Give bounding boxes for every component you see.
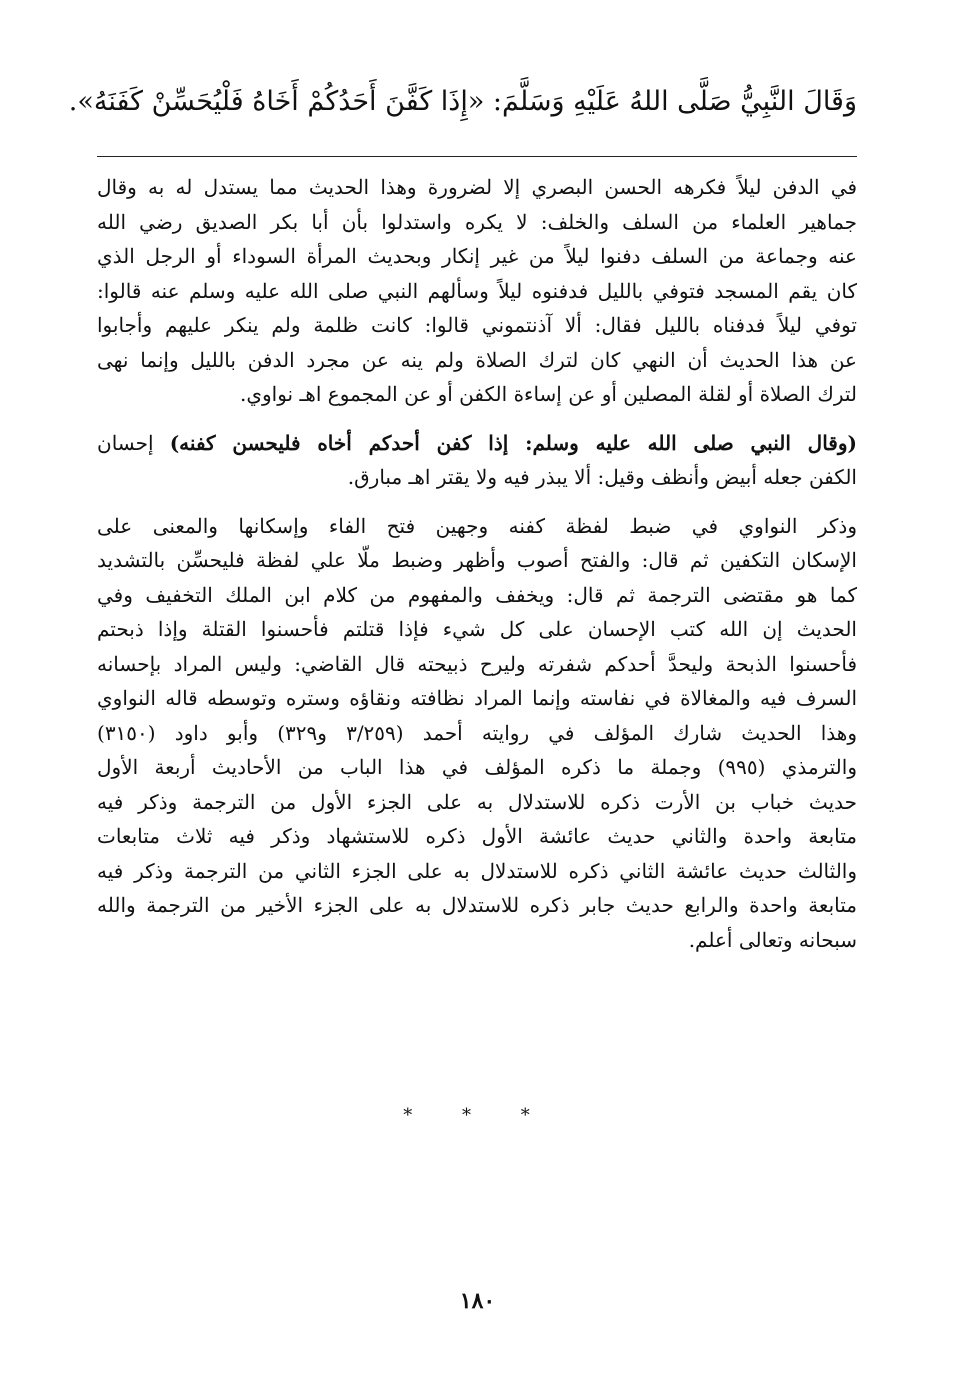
text-line bbox=[97, 426, 857, 461]
text-line: كان يقم المسجد فتوفي بالليل فدفنوه ليلاً وسألهم النبي صلى الله عليه وسلم عنه قالوا: bbox=[97, 278, 857, 303]
commentary-block bbox=[97, 170, 857, 959]
text-line: الكفن جعله أبيض وأنظف وقيل: ألا يبذر فيه ولا يقتر اهـ مبارق. bbox=[347, 465, 857, 489]
paragraph-burial-at-night bbox=[97, 170, 857, 412]
text-run: إحسان bbox=[97, 430, 170, 455]
text-line: الحديث إن الله كتب الإحسان على كل شيء فإذا قتلتم فأحسنوا القتلة وإذا ذبحتم bbox=[97, 617, 857, 641]
text-line: لترك الصلاة أو لقلة المصلين أو عن إساءة الكفن أو عن المجموع اهـ نواوي. bbox=[239, 382, 857, 406]
text-line: جماهير العلماء من السلف والخلف: لا يكره واستدلوا بأن أبا بكر الصديق رضي الله bbox=[97, 209, 857, 234]
paragraph-shroud-hadith bbox=[97, 426, 857, 495]
section-separator: * * * bbox=[403, 1105, 552, 1126]
text-line: كما هو مقتضى الترجمة ثم قال: ويخفف والمفهوم من كلام ابن الملك التخفيف وفي bbox=[97, 582, 857, 607]
text-line: حديث خباب بن الأرت ذكره للاستدلال به على الجزء الأول من الترجمة وذكر فيه bbox=[97, 789, 857, 814]
text-line: سبحانه وتعالى أعلم. bbox=[688, 927, 857, 952]
text-line: توفي ليلاً فدفناه بالليل فقال: ألا آذنتموني قالوا: كانت ظلمة ولم ينكر عليهم وأجابوا bbox=[97, 313, 857, 337]
page-number: ١٨٠ bbox=[459, 1288, 496, 1314]
text-line: والترمذي (٩٩٥) وجملة ما ذكره المؤلف في هذا الباب من الأحاديث أربعة الأول bbox=[97, 755, 857, 779]
footnote-divider bbox=[97, 156, 857, 157]
text-line: عن هذا الحديث أن النهي كان لترك الصلاة ولم ينه عن مجرد الدفن بالليل وإنما نهى bbox=[97, 347, 857, 372]
text-line: فأحسنوا الذبحة وليحدَّ أحدكم شفرته وليرح ذبيحته قال القاضي: وليس المراد بإحسانه bbox=[97, 651, 857, 676]
hadith-text: وَقَالَ النَّبِيُّ صَلَّى اللهُ عَلَيْهِ وَسَلَّمَ: «إِذَا كَفَّنَ أَحَدُكُمْ أَخَاهُ فَلْيُحَسِّنْ كَفَنَهُ». bbox=[68, 86, 857, 117]
text-line: السرف فيه والمغالاة في نفاسته وإنما المراد نظافته ونقاؤه وستره وتوسطه قاله النواوي bbox=[97, 686, 857, 710]
text-line: في الدفن ليلاً فكرهه الحسن البصري إلا لضرورة وهذا الحديث مما يستدل له به وقال bbox=[97, 175, 857, 199]
text-line: عنه وجماعة من السلف دفنوا ليلاً من غير إنكار وبحديث المرأة السوداء أو الرجل الذي bbox=[97, 244, 857, 268]
text-line: وهذا الحديث شارك المؤلف في روايته أحمد (٣/٢٥٩ و٣٢٩) وأبو داود (٣١٥٠) bbox=[97, 720, 857, 745]
text-line: وذكر النواوي في ضبط لفظة كفنه وجهين فتح الفاء وإسكانها والمعنى على bbox=[97, 513, 857, 538]
paragraph-nawawi-commentary bbox=[97, 509, 857, 958]
quoted-hadith-bold: (وقال النبي صلى الله عليه وسلم: إذا كفن أحدكم أخاه فليحسن كفنه) bbox=[169, 430, 857, 455]
text-line: الإسكان التكفين ثم قال: والفتح أصوب وأظهر وضبط ملّا علي لفظة فليحسِّن بالتشديد bbox=[97, 548, 857, 572]
text-line: والثالث حديث عائشة الثاني ذكره للاستدلال به على الجزء الثاني من الترجمة وذكر فيه bbox=[97, 858, 857, 883]
text-line: متابعة واحدة والرابع حديث جابر ذكره للاستدلال به على الجزء الأخير من الترجمة والله bbox=[97, 893, 857, 917]
text-line: متابعة واحدة والثاني حديث عائشة الأول ذكره للاستشهاد وذكر فيه ثلاث متابعات bbox=[97, 824, 857, 848]
